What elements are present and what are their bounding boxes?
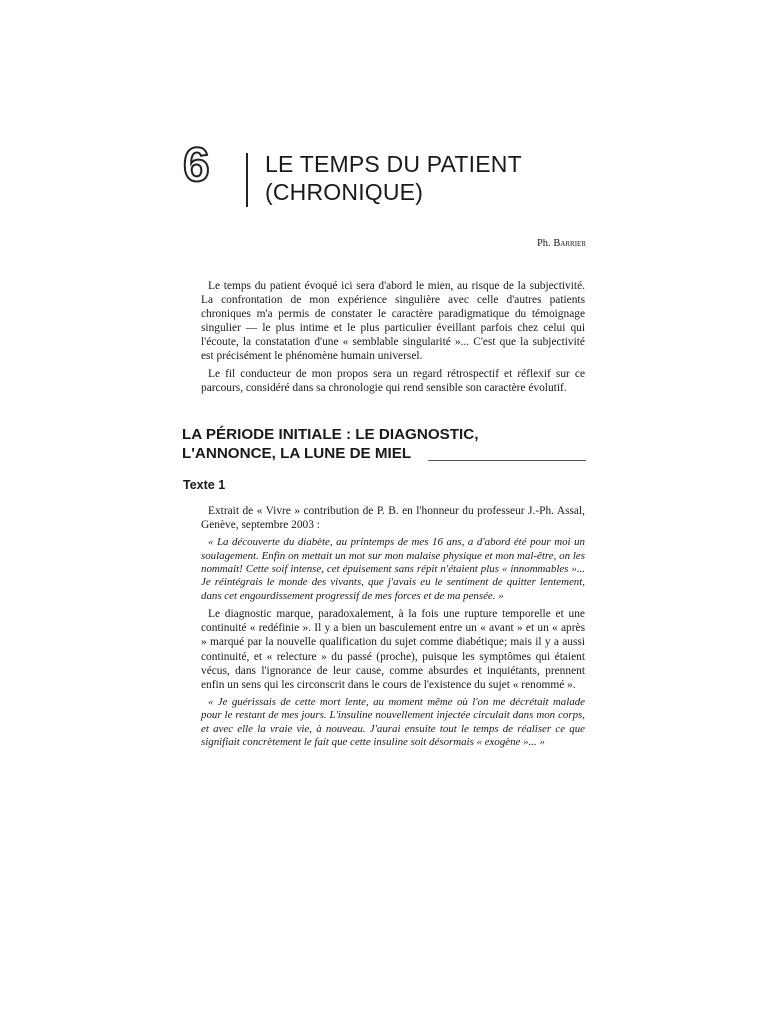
section-heading-line-2: L'ANNONCE, LA LUNE DE MIEL: [182, 444, 412, 462]
extract-quote-2: « Je guérissais de cette mort lente, au moment même où l'on me décrétait malade pour le restant de mes jours. L'insuline nouvellement injectée circulait dans mon corps, et avec elle la vraie vie, à nouveau. J'aurai ensuite tout le temps de réaliser ce que signifiait concrètement le fait que cette insuline soit désormais « exogène »... »: [201, 695, 585, 748]
section-heading-line-1: LA PÉRIODE INITIALE : LE DIAGNOSTIC,: [182, 426, 479, 443]
section-heading: [182, 426, 586, 463]
chapter-title-line-1: LE TEMPS DU PATIENT: [265, 151, 522, 177]
chapter-number: 6: [183, 139, 210, 192]
extract-source: Extrait de « Vivre » contribution de P. B. en l'honneur du professeur J.-Ph. Assal, Genève, septembre 2003 :: [201, 505, 585, 532]
extract-quote-1: « La découverte du diabète, au printemps de mes 16 ans, a d'abord été pour moi un soulagement. Enfin on mettait un mot sur mon malaise physique et mon mal-être, on les nommait! Cette soif intense, cet épuisement sans répit n'étaient plus « innommables »... Je réintégrais le monde des vivants, que j'avais eu le sentiment de quitter lentement, dans cet engourdissement progressif de mes forces et de ma pensée. »: [201, 536, 585, 602]
texte-extract: [201, 504, 585, 753]
author-surname: Barrier: [553, 238, 586, 249]
chapter-title: [265, 150, 522, 206]
intro-text: [201, 279, 585, 398]
intro-paragraph-2: Le fil conducteur de mon propos sera un regard rétrospectif et réflexif sur ce parcours, considéré dans sa chronologie qui rend sensible son caractère évolutif.: [201, 367, 585, 394]
texte-label: Texte 1: [183, 478, 226, 492]
chapter-divider: [246, 153, 248, 207]
intro-paragraph-1: Le temps du patient évoqué ici sera d'abord le mien, au risque de la subjectivité. La confrontation de mon expérience singulière avec celle d'autres patients chroniques m'a permis de constater le caractère paradigmatique du témoignage singulier — le plus intime et le plus particulier éveillant parfois chez celui qui l'écoute, la constatation d'une « semblable singularité »... C'est que la subjectivité est précisément le phénomène humain universel.: [201, 280, 585, 363]
chapter-title-line-2: (CHRONIQUE): [265, 179, 424, 205]
extract-paragraph: Le diagnostic marque, paradoxalement, à la fois une rupture temporelle et une continuité « redéfinie ». Il y a bien un basculement entre un « avant » et un « après » marqué par la nouvelle qualification du sujet comme diabétique; mais il y a aussi continuité, et « relecture » du passé (proche), puisque les symptômes qui étaient vécus, dans l'ignorance de leur cause, comme absurdes et inquiétants, prennent enfin un sens qui les circonscrit dans le cours de l'existence du sujet « renommé ».: [201, 608, 585, 691]
author-byline: [537, 238, 586, 249]
author-initials: Ph.: [536, 238, 554, 249]
section-heading-rule: [428, 460, 586, 461]
